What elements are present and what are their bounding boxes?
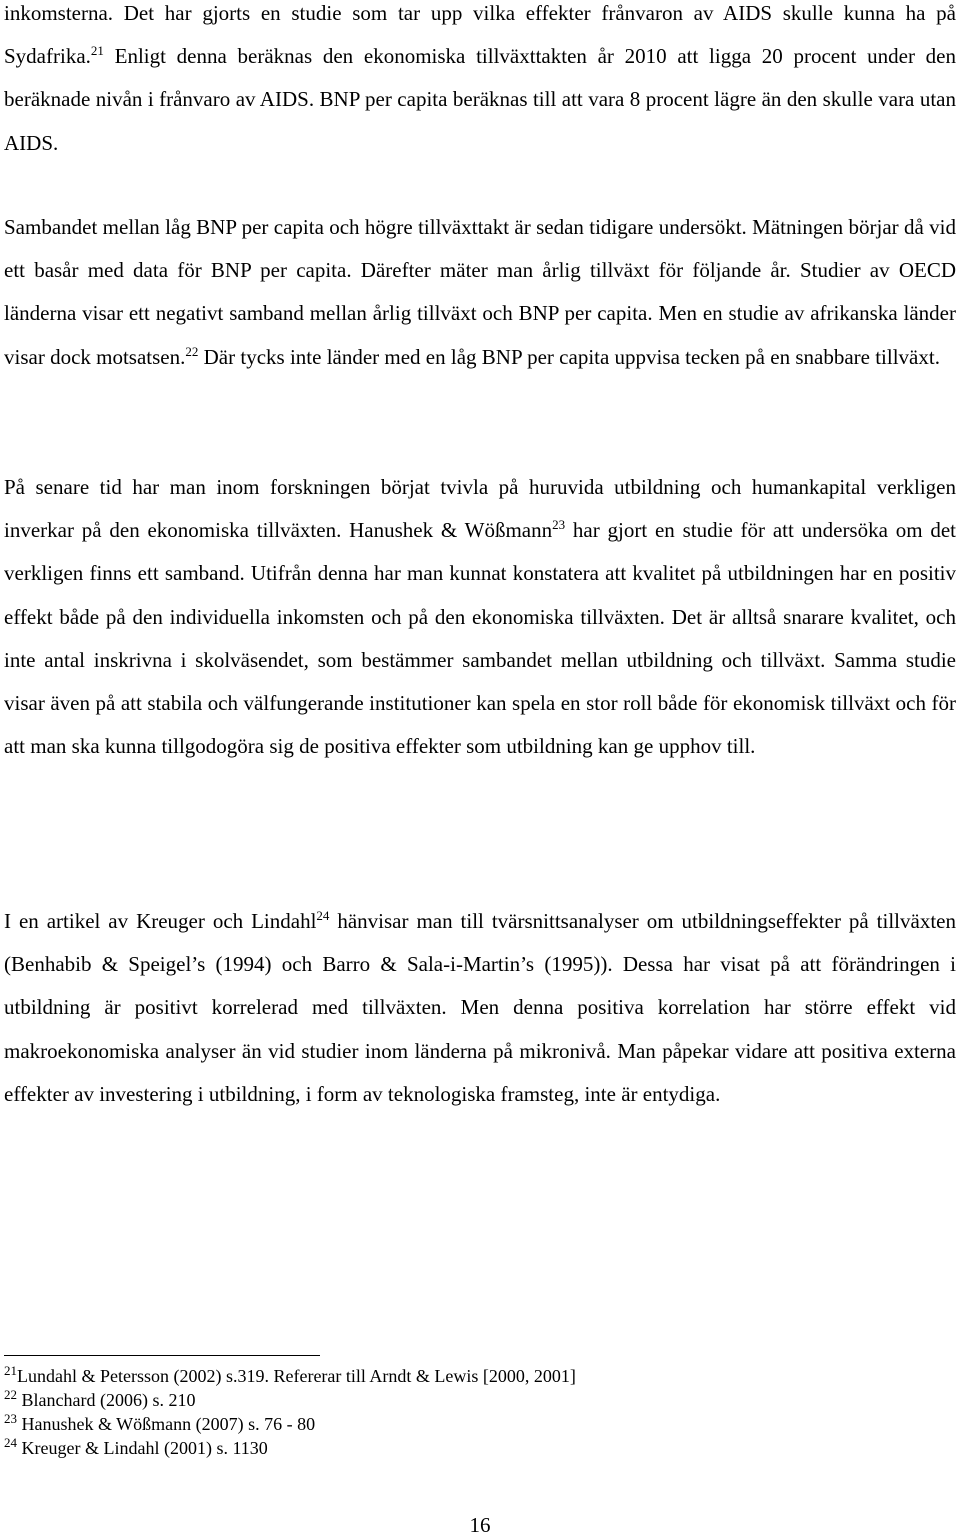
footnote-divider [4, 1355, 320, 1356]
paragraph-text: inkomsterna. Det har gjorts en studie som tar upp vilka effekter frånvaron av AIDS skulle kunna ha på Sydafrika. [4, 1, 956, 69]
paragraph-text: På senare tid har man inom forskningen börjat tvivla på huruvida utbildning och humankapital verkligen inverkar på den ekonomiska tillväxten. Hanushek & Wößmann [4, 475, 956, 543]
footnotes [4, 1364, 904, 1460]
footnote-21 [4, 1364, 904, 1388]
paragraph-text: har gjort en studie för att undersöka om det verkligen finns ett samband. Utifrån denna har man kunnat konstatera att kvalitet på utbildningen har en positiv effekt både på den individuella inkomsten och på den ekonomiska tillväxten. Det är alltså snarare kvalitet, och inte antal inskrivna i skolväsendet, som bestämmer sambandet mellan utbildning och tillväxt. Samma studie visar även på att stabila och välfungerande institutioner kan spela en stor roll både för ekonomisk tillväxt och för att man ska kunna tillgodogöra sig de positiva effekter som utbildning kan ge upphov till. [4, 518, 957, 759]
footnote-text: Hanushek & Wößmann (2007) s. 76 - 80 [17, 1414, 316, 1434]
page-number: 16 [469, 1513, 491, 1537]
footnote-number: 21 [4, 1363, 17, 1378]
body-paragraph-kreuger-lindahl [4, 900, 956, 1116]
footnote-ref-22[interactable]: 22 [185, 343, 199, 359]
paragraph-text: I en artikel av Kreuger och Lindahl [4, 909, 317, 933]
body-paragraph-aids [4, 0, 956, 165]
body-paragraph-education-quality [4, 466, 956, 768]
footnote-text: Blanchard (2006) s. 210 [17, 1390, 196, 1410]
footnote-22 [4, 1388, 904, 1412]
footnote-number: 24 [4, 1435, 17, 1450]
footnote-text: Lundahl & Petersson (2002) s.319. Refererar till Arndt & Lewis [2000, 2001] [17, 1366, 576, 1386]
footnote-ref-23[interactable]: 23 [552, 517, 566, 533]
paragraph-text: Enligt denna beräknas den ekonomiska tillväxttakten år 2010 att ligga 20 procent under den beräknade nivån i frånvaro av AIDS. BNP per capita beräknas till att vara 8 procent lägre än den skulle vara utan AIDS. [4, 44, 956, 155]
footnote-23 [4, 1412, 904, 1436]
footnote-ref-21[interactable]: 21 [90, 43, 104, 59]
body-paragraph-bnp-growth [4, 206, 956, 379]
paragraph-text: hänvisar man till tvärsnittsanalyser om utbildningseffekter på tillväxten (Benhabib & Speigel’s (1994) och Barro & Sala-i-Martin’s (1995)). Dessa har visat på att förändringen i utbildning är positivt korrelerad med tillväxten. Men denna positiva korrelation har större effekt vid makroekonomiska analyser än vid studier inom länderna på mikronivå. Man påpekar vidare att positiva externa effekter av investering i utbildning, i form av teknologiska framsteg, inte är entydiga. [4, 909, 956, 1106]
footnote-ref-24[interactable]: 24 [316, 908, 330, 923]
footnote-text: Kreuger & Lindahl (2001) s. 1130 [17, 1438, 268, 1458]
footnote-number: 22 [4, 1387, 17, 1402]
paragraph-text: Sambandet mellan låg BNP per capita och högre tillväxttakt är sedan tidigare undersökt. Mätningen börjar då vid ett basår med data för BNP per capita. Därefter mäter man årlig tillväxt för följande år. Studier av OECD länderna visar ett negativt samband mellan årlig tillväxt och BNP per capita. Men en studie av afrikanska länder visar dock motsatsen. [4, 215, 956, 369]
paragraph-text: Där tycks inte länder med en låg BNP per capita uppvisa tecken på en snabbare tillväxt. [198, 344, 940, 369]
footnote-number: 23 [4, 1411, 17, 1426]
footnote-24 [4, 1436, 904, 1460]
